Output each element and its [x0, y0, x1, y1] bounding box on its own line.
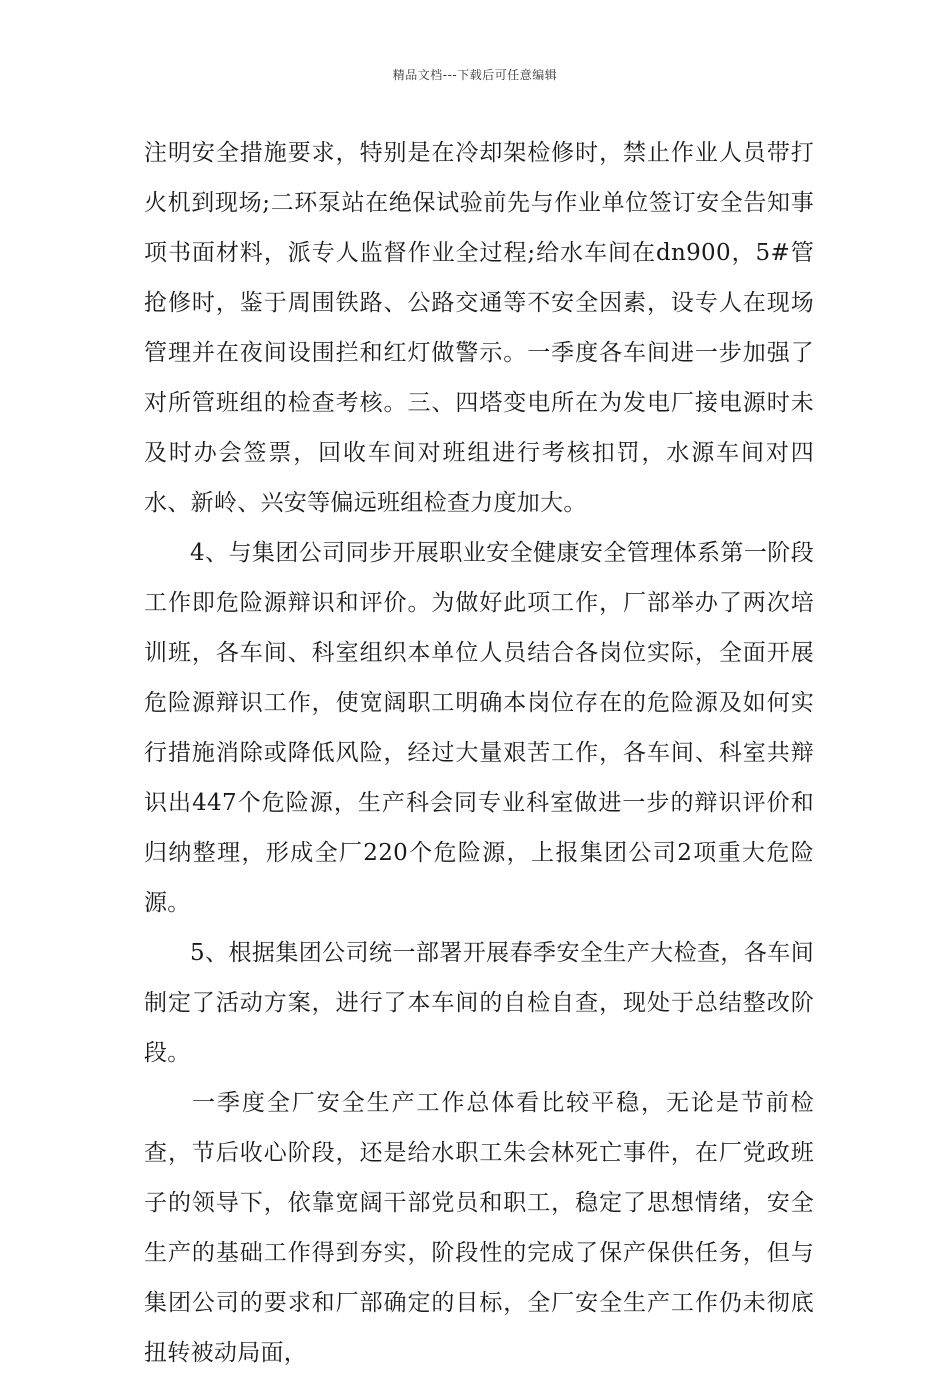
page-header: 精品文档---下载后可任意编辑	[392, 68, 558, 82]
paragraph-summary: 一季度全厂安全生产工作总体看比较平稳，无论是节前检查，节后收心阶段，还是给水职工朱会林死亡事件，在厂党政班子的领导下，依靠宽阔干部党员和职工，稳定了思想情绪，安全生产的基础工作得到夯实，阶段性的完成了保产保供任务，但与集团公司的要求和厂部确定的目标，全厂安全生产工作仍未彻底扭转被动局面，	[144, 1090, 814, 1366]
paragraph-item-5: 5、根据集团公司统一部署开展春季安全生产大检查，各车间制定了活动方案，进行了本车间的自检自查，现处于总结整改阶段。	[144, 940, 814, 1066]
document-body	[144, 128, 814, 1378]
paragraph-continuation: 注明安全措施要求，特别是在冷却架检修时，禁止作业人员带打火机到现场;二环泵站在绝保试验前先与作业单位签订安全告知事项书面材料，派专人监督作业全过程;给水车间在dn900，5#管抢修时，鉴于周围铁路、公路交通等不安全因素，设专人在现场管理并在夜间设围拦和红灯做警示。一季度各车间进一步加强了对所管班组的检查考核。三、四塔变电所在为发电厂接电源时未及时办会签票，回收车间对班组进行考核扣罚，水源车间对四水、新岭、兴安等偏远班组检查力度加大。	[144, 140, 814, 516]
paragraph-item-4: 4、与集团公司同步开展职业安全健康安全管理体系第一阶段工作即危险源辩识和评价。为做好此项工作，厂部举办了两次培训班，各车间、科室组织本单位人员结合各岗位实际，全面开展危险源辩识工作，使宽阔职工明确本岗位存在的危险源及如何实行措施消除或降低风险，经过大量艰苦工作，各车间、科室共辩识出447个危险源，生产科会同专业科室做进一步的辩识评价和归纳整理，形成全厂220个危险源，上报集团公司2项重大危险源。	[144, 540, 814, 916]
